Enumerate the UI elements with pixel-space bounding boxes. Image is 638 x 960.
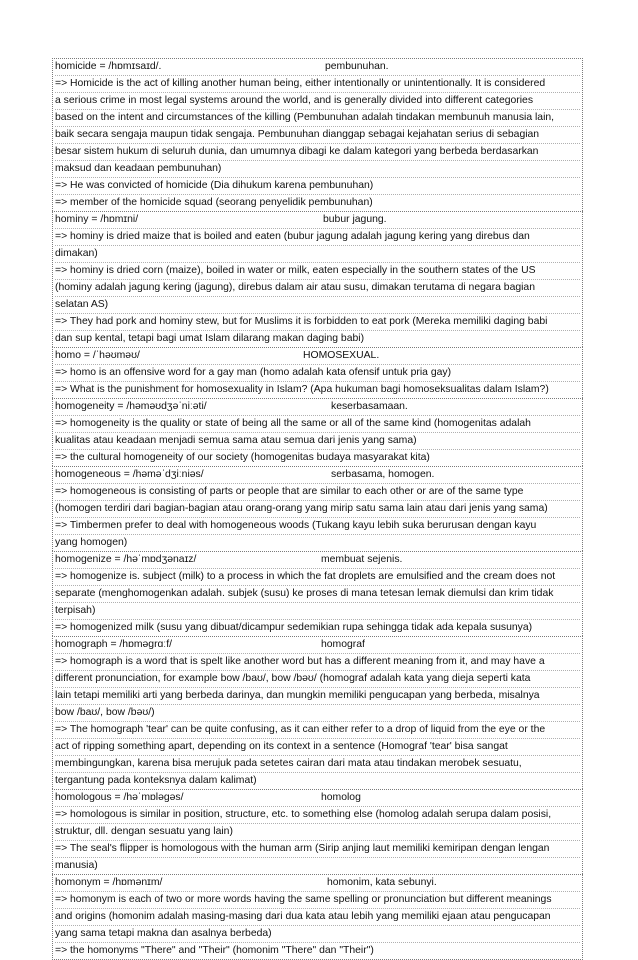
- entry-text-line: => Timbermen prefer to deal with homogeneous woods (Tukang kayu lebih suka berurusan dengan kayu: [55, 518, 580, 535]
- entry-text-line: => homo is an offensive word for a gay man (homo adalah kata ofensif untuk pria gay): [55, 365, 580, 382]
- entry-text-line: => They had pork and hominy stew, but for Muslims it is forbidden to eat pork (Mereka memiliki daging babi: [55, 314, 580, 331]
- entry-text-line: bow /baʊ/, bow /bəʊ/): [55, 705, 580, 722]
- entry-text-line: membingungkan, karena bisa merujuk pada setetes cairan dari mata atau tindakan merobek sesuatu,: [55, 756, 580, 773]
- entry-text-line: baik secara sengaja maupun tidak sengaja. Pembunuhan dianggap sebagai kejahatan serius di sebagian: [55, 127, 580, 144]
- entry-text-line: => He was convicted of homicide (Dia dihukum karena pembunuhan): [55, 178, 580, 195]
- entry-headword: homologous = /həˈmɒləgəs/: [55, 792, 184, 803]
- entry-text-line: yang homogen): [55, 537, 128, 548]
- entry-text-line: manusia): [55, 860, 98, 871]
- entry-text-line: => homogenized milk (susu yang dibuat/dicampur sedemikian rupa sehingga tidak ada kepala susunya): [55, 622, 533, 633]
- entry-text-line: act of ripping something apart, depending on its context in a sentence (Homograf 'tear' bisa sangat: [55, 739, 580, 756]
- entry-headword: homogenize = /həˈmɒdʒənaɪz/: [55, 554, 197, 565]
- entry-headword: homogeneous = /həməˈdʒiːniəs/: [55, 469, 204, 480]
- entry-headword-line: [55, 399, 580, 416]
- dictionary-page: [52, 58, 583, 960]
- entry-headword: hominy = /hɒmɪni/: [55, 214, 139, 225]
- entry-text-line: separate (menghomogenkan adalah. subjek (susu) ke proses di mana tetesan lemak diemulsi dan krim tidak: [55, 586, 580, 603]
- entry-text-line: => What is the punishment for homosexuality in Islam? (Apa hukuman bagi homoseksualitas dalam Islam?): [55, 384, 549, 395]
- entry-text-line: based on the intent and circumstances of the killing (Pembunuhan adalah tindakan membunuh manusia lain,: [55, 110, 580, 127]
- entry-headword-line: [55, 59, 580, 76]
- entry-text-line: => The seal's flipper is homologous with the human arm (Sirip anjing laut memiliki kemiripan dengan lengan: [55, 841, 580, 858]
- entry-headword-line: [55, 348, 580, 365]
- entry-headword-line: [55, 552, 580, 569]
- entry-text-line: different pronunciation, for example bow /baʊ/, bow /bəʊ/ (homograf adalah kata yang dieja seperti kata: [55, 671, 580, 688]
- entry-text-line: => homogeneous is consisting of parts or people that are similar to each other or are of the same type: [55, 484, 580, 501]
- entry-text-line: => member of the homicide squad (seorang penyelidik pembunuhan): [55, 197, 373, 208]
- dictionary-entry: [52, 466, 583, 551]
- entry-meaning: homonim, kata sebunyi.: [327, 877, 437, 888]
- entry-headword-line: [55, 212, 580, 229]
- entry-text-line: => hominy is dried maize that is boiled and eaten (bubur jagung adalah jagung kering yang direbus dan: [55, 229, 580, 246]
- entry-text-line: => hominy is dried corn (maize), boiled in water or milk, eaten especially in the southern states of the US: [55, 263, 580, 280]
- entry-headword: homograph = /hɒməgrɑːf/: [55, 639, 172, 650]
- entry-text-line: (homogen terdiri dari bagian-bagian atau orang-orang yang mirip satu sama lain atau dari jenis yang sama): [55, 501, 580, 518]
- entry-headword-line: [55, 467, 580, 484]
- dictionary-entry: [52, 398, 583, 466]
- entry-meaning: HOMOSEXUAL.: [303, 350, 380, 361]
- entry-meaning: keserbasamaan.: [331, 401, 408, 412]
- entry-text-line: => Homicide is the act of killing another human being, either intentionally or unintentionally. It is considered: [55, 76, 580, 93]
- entry-text-line: (hominy adalah jagung kering (jagung), direbus dalam air atau susu, dimakan terutama di negara bagian: [55, 280, 580, 297]
- entry-text-line: => the cultural homogeneity of our society (homogenitas budaya masyarakat kita): [55, 452, 430, 463]
- entry-text-line: => homologous is similar in position, structure, etc. to something else (homolog adalah serupa dalam posisi,: [55, 807, 580, 824]
- entry-headword: homonym = /hɒmənɪm/: [55, 877, 163, 888]
- entry-meaning: homograf: [321, 639, 365, 650]
- entry-text-line: dan sup kental, tetapi bagi umat Islam dilarang makan daging babi): [55, 333, 365, 344]
- entry-text-line: a serious crime in most legal systems around the world, and is generally divided into different categories: [55, 93, 580, 110]
- dictionary-entry: [52, 874, 583, 960]
- entry-text-line: besar sistem hukum di seluruh dunia, dan umumnya dibagi ke dalam kategori yang berbeda berdasarkan: [55, 144, 580, 161]
- entry-headword: homicide = /hɒmɪsaɪd/.: [55, 61, 162, 72]
- dictionary-entry: [52, 789, 583, 874]
- entry-text-line: => The homograph 'tear' can be quite confusing, as it can either refer to a drop of liquid from the eye or the: [55, 722, 580, 739]
- entry-meaning: membuat sejenis.: [321, 554, 403, 565]
- entry-text-line: struktur, dll. dengan sesuatu yang lain): [55, 824, 580, 841]
- entry-text-line: => homonym is each of two or more words having the same spelling or pronunciation but different meanings: [55, 892, 580, 909]
- entry-meaning: bubur jagung.: [323, 214, 387, 225]
- entry-meaning: homolog: [321, 792, 361, 803]
- dictionary-entry: [52, 347, 583, 398]
- entry-headword-line: [55, 637, 580, 654]
- entry-text-line: yang sama tetapi makna dan asalnya berbeda): [55, 926, 580, 943]
- entry-text-line: => homogenize is. subject (milk) to a process in which the fat droplets are emulsified and the cream does not: [55, 569, 580, 586]
- entry-text-line: kualitas atau keadaan menjadi semua sama atau semua dari jenis yang sama): [55, 433, 580, 450]
- entry-text-line: => homograph is a word that is spelt like another word but has a different meaning from it, and may have a: [55, 654, 580, 671]
- entry-text-line: => the homonyms "There" and "Their" (homonim "There" dan "Their"): [55, 945, 374, 956]
- dictionary-entry: [52, 636, 583, 789]
- dictionary-entry: [52, 211, 583, 347]
- entry-headword-line: [55, 875, 580, 892]
- dictionary-entry: [52, 551, 583, 636]
- entry-text-line: dimakan): [55, 246, 580, 263]
- entry-text-line: => homogeneity is the quality or state of being all the same or all of the same kind (homogenitas adalah: [55, 416, 580, 433]
- entry-text-line: and origins (homonim adalah masing-masing dari dua kata atau lebih yang memiliki ejaan atau pengucapan: [55, 909, 580, 926]
- entry-headword: homogeneity = /həməʊdʒəˈniːəti/: [55, 401, 207, 412]
- entry-text-line: tergantung pada konteksnya dalam kalimat): [55, 775, 257, 786]
- entry-text-line: selatan AS): [55, 297, 580, 314]
- entry-text-line: lain tetapi memiliki arti yang berbeda darinya, dan mungkin memiliki pengucapan yang berbeda, misalnya: [55, 688, 580, 705]
- entry-text-line: maksud dan keadaan pembunuhan): [55, 161, 580, 178]
- entry-meaning: pembunuhan.: [325, 61, 389, 72]
- dictionary-entry: [52, 58, 583, 211]
- entry-text-line: terpisah): [55, 603, 580, 620]
- entry-headword: homo = /ˈhəʊməʊ/: [55, 350, 140, 361]
- entry-meaning: serbasama, homogen.: [331, 469, 435, 480]
- entry-headword-line: [55, 790, 580, 807]
